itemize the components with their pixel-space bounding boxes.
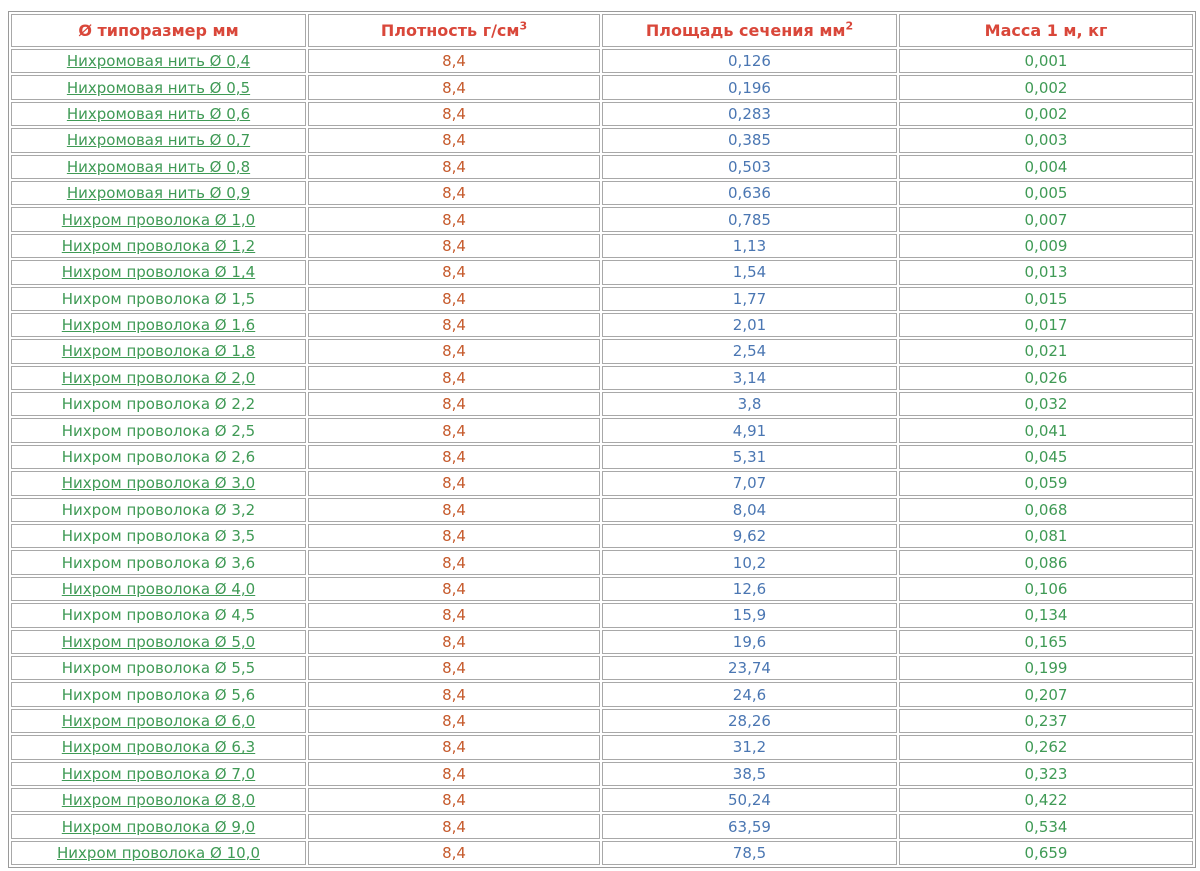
cell-area: 9,62	[602, 524, 897, 548]
cell-mass: 0,032	[899, 392, 1193, 416]
cell-size	[11, 682, 306, 706]
header-area-sup: 2	[845, 19, 854, 33]
table-row	[11, 75, 1193, 99]
table-row	[11, 841, 1193, 865]
cell-size	[11, 234, 306, 258]
cell-density: 8,4	[308, 392, 600, 416]
table-row	[11, 445, 1193, 469]
cell-area: 5,31	[602, 445, 897, 469]
product-link[interactable]: Нихром проволока Ø 6,0	[61, 711, 256, 730]
cell-mass: 0,002	[899, 102, 1193, 126]
cell-size	[11, 656, 306, 680]
header-area-label: Площадь сечения мм	[645, 21, 846, 40]
cell-mass: 0,003	[899, 128, 1193, 152]
cell-area: 0,385	[602, 128, 897, 152]
cell-density: 8,4	[308, 287, 600, 311]
table-row	[11, 313, 1193, 337]
cell-mass: 0,026	[899, 366, 1193, 390]
cell-density: 8,4	[308, 603, 600, 627]
product-link[interactable]: Нихром проволока Ø 1,4	[61, 263, 256, 282]
product-link[interactable]: Нихром проволока Ø 10,0	[57, 843, 260, 862]
cell-density: 8,4	[308, 155, 600, 179]
table-row	[11, 234, 1193, 258]
cell-density: 8,4	[308, 234, 600, 258]
cell-size	[11, 418, 306, 442]
cell-size	[11, 709, 306, 733]
cell-area: 0,126	[602, 49, 897, 73]
cell-mass: 0,207	[899, 682, 1193, 706]
cell-size	[11, 75, 306, 99]
cell-mass: 0,422	[899, 788, 1193, 812]
table-row	[11, 392, 1193, 416]
cell-size	[11, 392, 306, 416]
cell-size	[11, 814, 306, 838]
cell-density: 8,4	[308, 762, 600, 786]
cell-density: 8,4	[308, 181, 600, 205]
cell-size	[11, 550, 306, 574]
cell-mass: 0,009	[899, 234, 1193, 258]
product-link[interactable]: Нихромовая нить Ø 0,9	[66, 184, 251, 203]
cell-density: 8,4	[308, 260, 600, 284]
cell-size	[11, 260, 306, 284]
table-row	[11, 498, 1193, 522]
cell-area: 78,5	[602, 841, 897, 865]
cell-mass: 0,323	[899, 762, 1193, 786]
cell-mass: 0,165	[899, 630, 1193, 654]
table-row	[11, 735, 1193, 759]
cell-mass: 0,041	[899, 418, 1193, 442]
cell-area: 0,785	[602, 207, 897, 231]
cell-mass: 0,106	[899, 577, 1193, 601]
cell-area: 63,59	[602, 814, 897, 838]
cell-size	[11, 524, 306, 548]
cell-area: 12,6	[602, 577, 897, 601]
product-link[interactable]: Нихром проволока Ø 6,3	[61, 738, 256, 757]
table-header	[11, 14, 1193, 47]
cell-area: 28,26	[602, 709, 897, 733]
table-row	[11, 49, 1193, 73]
cell-size	[11, 49, 306, 73]
product-name: Нихром проволока Ø 3,2	[61, 500, 256, 519]
cell-density: 8,4	[308, 841, 600, 865]
cell-area: 1,77	[602, 287, 897, 311]
cell-size	[11, 287, 306, 311]
table-row	[11, 366, 1193, 390]
table-row	[11, 682, 1193, 706]
table-row	[11, 418, 1193, 442]
cell-density: 8,4	[308, 445, 600, 469]
cell-mass: 0,081	[899, 524, 1193, 548]
cell-density: 8,4	[308, 630, 600, 654]
cell-area: 3,14	[602, 366, 897, 390]
cell-area: 1,13	[602, 234, 897, 258]
product-name: Нихром проволока Ø 2,2	[61, 395, 256, 414]
cell-area: 0,283	[602, 102, 897, 126]
table-row	[11, 128, 1193, 152]
table-row	[11, 207, 1193, 231]
cell-density: 8,4	[308, 735, 600, 759]
table-row	[11, 814, 1193, 838]
product-link[interactable]: Нихромовая нить Ø 0,5	[66, 78, 251, 97]
product-link[interactable]: Нихром проволока Ø 5,0	[61, 632, 256, 651]
product-link[interactable]: Нихромовая нить Ø 0,6	[66, 104, 251, 123]
product-link[interactable]: Нихром проволока Ø 1,6	[61, 316, 256, 335]
cell-size	[11, 155, 306, 179]
cell-mass: 0,086	[899, 550, 1193, 574]
cell-mass: 0,013	[899, 260, 1193, 284]
product-link[interactable]: Нихром проволока Ø 1,8	[61, 342, 256, 361]
header-size-label: Ø типоразмер мм	[78, 21, 239, 40]
cell-mass: 0,659	[899, 841, 1193, 865]
product-link[interactable]: Нихром проволока Ø 2,0	[61, 368, 256, 387]
product-name: Нихром проволока Ø 2,6	[61, 448, 256, 467]
header-mass	[899, 14, 1193, 47]
product-name: Нихром проволока Ø 3,6	[61, 553, 256, 572]
cell-size	[11, 762, 306, 786]
cell-area: 31,2	[602, 735, 897, 759]
cell-size	[11, 102, 306, 126]
cell-size	[11, 339, 306, 363]
cell-density: 8,4	[308, 524, 600, 548]
cell-density: 8,4	[308, 682, 600, 706]
product-link[interactable]: Нихромовая нить Ø 0,8	[66, 157, 251, 176]
product-name: Нихром проволока Ø 1,5	[61, 289, 256, 308]
cell-size	[11, 788, 306, 812]
header-mass-label: Масса 1 м, кг	[984, 21, 1108, 40]
product-name: Нихром проволока Ø 3,5	[61, 527, 256, 546]
table-row	[11, 630, 1193, 654]
cell-area: 24,6	[602, 682, 897, 706]
cell-area: 2,01	[602, 313, 897, 337]
cell-density: 8,4	[308, 207, 600, 231]
product-link[interactable]: Нихром проволока Ø 1,0	[61, 210, 256, 229]
cell-mass: 0,237	[899, 709, 1193, 733]
cell-size	[11, 577, 306, 601]
cell-mass: 0,001	[899, 49, 1193, 73]
cell-density: 8,4	[308, 709, 600, 733]
cell-mass: 0,068	[899, 498, 1193, 522]
table-row	[11, 524, 1193, 548]
cell-area: 8,04	[602, 498, 897, 522]
cell-mass: 0,004	[899, 155, 1193, 179]
cell-size	[11, 128, 306, 152]
product-name: Нихром проволока Ø 2,5	[61, 421, 256, 440]
product-link[interactable]: Нихромовая нить Ø 0,7	[66, 131, 251, 150]
cell-area: 3,8	[602, 392, 897, 416]
cell-size	[11, 181, 306, 205]
cell-area: 23,74	[602, 656, 897, 680]
cell-size	[11, 841, 306, 865]
table-row	[11, 102, 1193, 126]
cell-density: 8,4	[308, 471, 600, 495]
cell-mass: 0,021	[899, 339, 1193, 363]
cell-density: 8,4	[308, 366, 600, 390]
table-row	[11, 656, 1193, 680]
cell-mass: 0,134	[899, 603, 1193, 627]
cell-mass: 0,005	[899, 181, 1193, 205]
cell-mass: 0,262	[899, 735, 1193, 759]
nichrome-spec-table	[8, 11, 1196, 868]
cell-area: 15,9	[602, 603, 897, 627]
cell-size	[11, 366, 306, 390]
cell-size	[11, 603, 306, 627]
cell-density: 8,4	[308, 550, 600, 574]
table-row	[11, 471, 1193, 495]
cell-area: 1,54	[602, 260, 897, 284]
cell-mass: 0,045	[899, 445, 1193, 469]
table-row	[11, 603, 1193, 627]
product-link[interactable]: Нихром проволока Ø 9,0	[61, 817, 256, 836]
cell-mass: 0,015	[899, 287, 1193, 311]
cell-density: 8,4	[308, 313, 600, 337]
cell-density: 8,4	[308, 577, 600, 601]
cell-density: 8,4	[308, 49, 600, 73]
cell-density: 8,4	[308, 418, 600, 442]
product-name: Нихром проволока Ø 5,6	[61, 685, 256, 704]
table-row	[11, 339, 1193, 363]
table-row	[11, 287, 1193, 311]
cell-area: 50,24	[602, 788, 897, 812]
cell-area: 7,07	[602, 471, 897, 495]
table-row	[11, 260, 1193, 284]
cell-size	[11, 735, 306, 759]
table-row	[11, 577, 1193, 601]
cell-size	[11, 630, 306, 654]
cell-density: 8,4	[308, 128, 600, 152]
header-density-label: Плотность г/см	[380, 21, 520, 40]
cell-density: 8,4	[308, 339, 600, 363]
header-density-sup: 3	[519, 19, 528, 33]
table-row	[11, 709, 1193, 733]
header-size	[11, 14, 306, 47]
table-row	[11, 762, 1193, 786]
cell-density: 8,4	[308, 656, 600, 680]
cell-area: 38,5	[602, 762, 897, 786]
cell-area: 2,54	[602, 339, 897, 363]
product-link[interactable]: Нихром проволока Ø 4,0	[61, 580, 256, 598]
cell-density: 8,4	[308, 102, 600, 126]
cell-mass: 0,007	[899, 207, 1193, 231]
cell-size	[11, 207, 306, 231]
product-link[interactable]: Нихром проволока Ø 7,0	[61, 764, 256, 783]
header-row	[11, 14, 1193, 47]
table-row	[11, 155, 1193, 179]
cell-size	[11, 445, 306, 469]
table-row	[11, 788, 1193, 812]
cell-area: 19,6	[602, 630, 897, 654]
cell-area: 0,196	[602, 75, 897, 99]
product-link[interactable]: Нихромовая нить Ø 0,4	[66, 52, 251, 71]
cell-area: 4,91	[602, 418, 897, 442]
cell-mass: 0,017	[899, 313, 1193, 337]
product-link[interactable]: Нихром проволока Ø 1,2	[61, 236, 256, 255]
cell-density: 8,4	[308, 814, 600, 838]
cell-mass: 0,199	[899, 656, 1193, 680]
cell-mass: 0,534	[899, 814, 1193, 838]
cell-mass: 0,002	[899, 75, 1193, 99]
cell-size	[11, 471, 306, 495]
cell-size	[11, 313, 306, 337]
header-area	[602, 14, 897, 47]
cell-mass: 0,059	[899, 471, 1193, 495]
cell-density: 8,4	[308, 75, 600, 99]
cell-area: 10,2	[602, 550, 897, 574]
product-link[interactable]: Нихром проволока Ø 8,0	[61, 791, 256, 810]
table-row	[11, 550, 1193, 574]
cell-density: 8,4	[308, 788, 600, 812]
cell-area: 0,503	[602, 155, 897, 179]
product-name: Нихром проволока Ø 5,5	[61, 659, 256, 678]
header-density	[308, 14, 600, 47]
cell-density: 8,4	[308, 498, 600, 522]
table-row	[11, 181, 1193, 205]
table-body	[11, 49, 1193, 865]
product-name: Нихром проволока Ø 4,5	[61, 606, 256, 625]
cell-area: 0,636	[602, 181, 897, 205]
product-link[interactable]: Нихром проволока Ø 3,0	[61, 474, 256, 493]
cell-size	[11, 498, 306, 522]
